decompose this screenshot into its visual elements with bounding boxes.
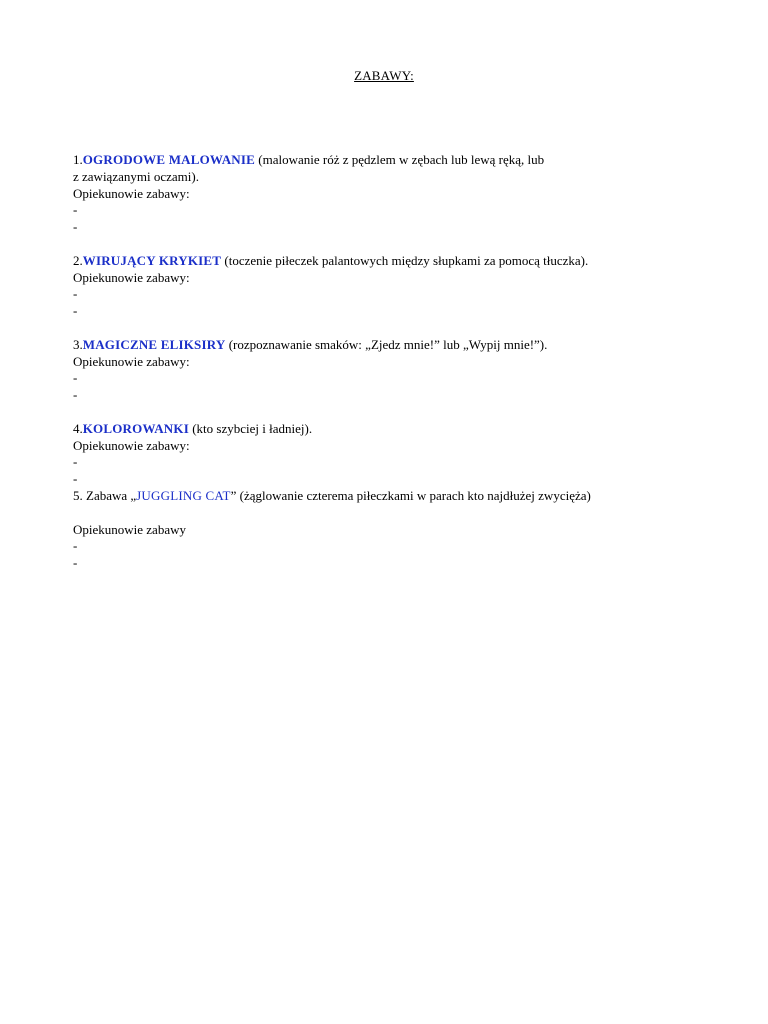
caretaker-dash: -	[73, 454, 78, 470]
caretaker-dash: -	[73, 219, 78, 235]
caretakers-label: Opiekunowie zabawy:	[73, 269, 190, 285]
game-description: ” (żąglowanie czterema piłeczkami w parach kto najdłużej zwycięża)	[230, 487, 591, 503]
document-body	[73, 152, 713, 572]
caretakers-label: Opiekunowie zabawy:	[73, 185, 190, 201]
game-name: OGRODOWE MALOWANIE	[82, 152, 256, 167]
game-description: (toczenie piłeczek palantowych między słupkami za pomocą tłuczka).	[221, 252, 589, 268]
game-item-number: 3.	[73, 336, 83, 352]
game-name: MAGICZNE ELIKSIRY	[82, 336, 226, 352]
game-item-3	[73, 337, 713, 404]
game-description: (rozpoznawanie smaków: „Zjedz mnie!” lub „Wypij mnie!”).	[225, 336, 548, 352]
game-item-4	[73, 421, 713, 488]
caretakers-label: Opiekunowie zabawy:	[73, 437, 190, 453]
game-description: (malowanie róż z pędzlem w zębach lub lewą ręką, lub	[255, 152, 545, 167]
game-item-2-heading	[73, 253, 713, 270]
game-item-5	[73, 488, 713, 572]
caretakers-label: Opiekunowie zabawy:	[73, 353, 190, 369]
caretaker-dash: -	[73, 387, 78, 403]
game-item-number: 4.	[73, 420, 83, 436]
game-item-3-heading	[73, 337, 713, 354]
caretaker-dash: -	[73, 538, 78, 554]
caretaker-dash: -	[73, 303, 78, 319]
caretaker-dash: -	[73, 370, 78, 386]
game-item-prefix: 5. Zabawa „	[73, 487, 137, 503]
page-title: ZABAWY:	[354, 68, 414, 83]
game-name: WIRUJĄCY KRYKIET	[82, 252, 222, 268]
game-item-2	[73, 253, 713, 320]
game-name: KOLOROWANKI	[82, 420, 189, 436]
game-item-number: 1.	[73, 152, 83, 167]
game-item-4-heading	[73, 421, 713, 438]
game-item-5-heading	[73, 488, 713, 505]
blank-line	[73, 505, 713, 522]
game-item-1-heading	[73, 152, 713, 169]
game-description-continued: z zawiązanymi oczami).	[73, 168, 199, 184]
game-description: (kto szybciej i ładniej).	[188, 420, 313, 436]
caretaker-dash: -	[73, 286, 78, 302]
game-item-number: 2.	[73, 252, 83, 268]
caretaker-dash: -	[73, 202, 78, 218]
game-item-1	[73, 152, 713, 236]
caretakers-label: Opiekunowie zabawy	[73, 521, 186, 537]
game-name: JUGGLING CAT	[136, 487, 231, 503]
caretaker-dash: -	[73, 555, 78, 571]
caretaker-dash: -	[73, 471, 78, 487]
